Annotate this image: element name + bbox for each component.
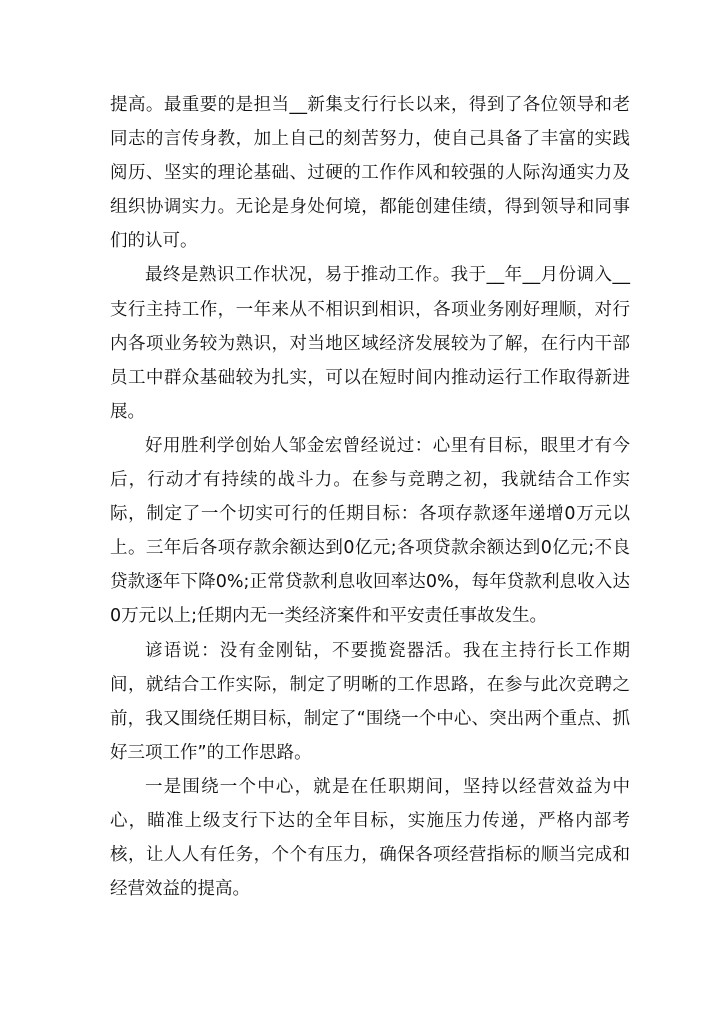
document-body [110, 88, 630, 906]
paragraph-4: 谚语说：没有金刚钻，不要揽瓷器活。我在主持行长工作期间，就结合工作实际，制定了明晰的工作思路，在参与此次竞聘之前，我又围绕任期目标，制定了“围绕一个中心、突出两个重点、抓好三项工作”的工作思路。 [110, 640, 630, 763]
paragraph-3: 好用胜利学创始人邹金宏曾经说过：心里有目标，眼里才有今后，行动才有持续的战斗力。在参与竞聘之初，我就结合工作实际，制定了一个切实可行的任期目标：各项存款逐年递增0万元以上。三年后各项存款余额达到0亿元;各项贷款余额达到0亿元;不良贷款逐年下降0%;正常贷款利息收回率达0%，每年贷款利息收入达0万元以上;任期内无一类经济案件和平安责任事故发生。 [110, 435, 630, 627]
paragraph-5: 一是围绕一个中心，就是在任职期间，坚持以经营效益为中心，瞄准上级支行下达的全年目标，实施压力传递，严格内部考核，让人人有任务，个个有压力，确保各项经营指标的顺当完成和经营效益的提高。 [110, 776, 630, 900]
paragraph-1: 提高。最重要的是担当__新集支行行长以来，得到了各位领导和老同志的言传身教，加上自己的刻苦努力，使自己具备了丰富的实践阅历、坚实的理论基础、过硬的工作作风和较强的人际沟通实力及组织协调实力。无论是身处何境，都能创建佳绩，得到领导和同事们的认可。 [110, 95, 630, 252]
paragraph-2: 最终是熟识工作状况，易于推动工作。我于__年__月份调入__支行主持工作，一年来从不相识到相识，各项业务刚好理顺，对行内各项业务较为熟识，对当地区域经济发展较为了解，在行内干部员工中群众基础较为扎实，可以在短时间内推动运行工作取得新进展。 [110, 265, 630, 422]
